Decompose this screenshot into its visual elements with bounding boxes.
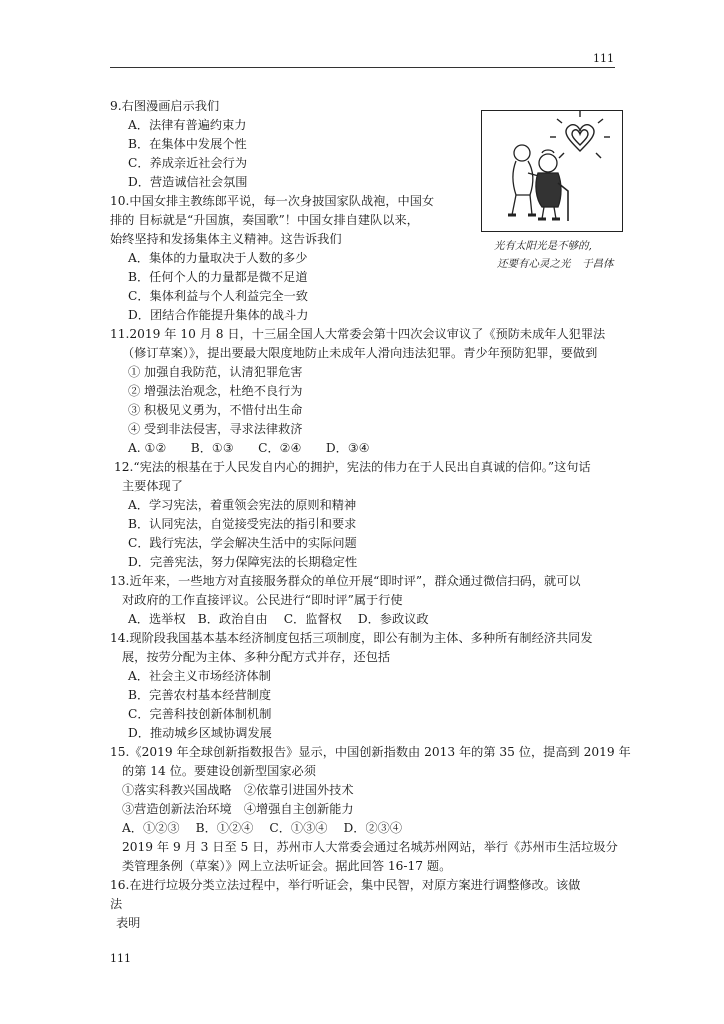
q11-item-3: ③ 积极见义勇为，不惜付出生命 — [128, 403, 303, 417]
q13-stem-line-1: 13.近年来，一些地方对直接服务群众的单位开展“即时评”，群众通过微信扫码，就可以 — [110, 574, 581, 588]
cartoon-illustration — [481, 110, 623, 232]
q16-stem-line-3: 表明 — [116, 916, 141, 930]
q14-stem-line-1: 14.现阶段我国基本基本经济制度包括三项制度，即公有制为主体、多种所有制经济共同发 — [110, 631, 593, 645]
q10-stem-line-3: 始终坚持和发扬集体主义精神。这告诉我们 — [110, 232, 342, 246]
footer-page-number: 111 — [110, 952, 131, 965]
q11-item-1: ① 加强自我防范，认清犯罪危害 — [128, 365, 303, 379]
elderly-person-figure — [536, 150, 568, 221]
q15-choices: A．①②③ B．①②④ C．①③④ D．②③④ — [122, 821, 403, 835]
q10-option-a: A．集体的力量取决于人数的多少 — [128, 251, 308, 265]
q10-stem-line-2: 排的 目标就是“升国旗，奏国歌”！中国女排自建队以来， — [110, 213, 419, 227]
header-page-number: 111 — [593, 52, 614, 65]
q10-option-d: D．团结合作能提升集体的战斗力 — [128, 308, 309, 322]
q15-stem-line-1: 15.《2019 年全球创新指数报告》显示，中国创新指数由 2013 年的第 35 位，提高到 2019 年 — [110, 745, 631, 759]
cartoon-drawing — [482, 111, 622, 231]
material-line-1: 2019 年 9 月 3 日至 5 日，苏州市人大常委会通过名城苏州网站，举行《苏州市生活垃圾分 — [122, 840, 618, 854]
q10-stem-line-1: 10.中国女排主教练郎平说，每一次身披国家队战袍，中国女 — [110, 194, 435, 208]
cartoon-caption-author: 于昌体 — [582, 258, 614, 270]
cartoon-caption-line-1: 光有太阳光是不够的, — [494, 240, 592, 252]
q10-option-b: B．任何个人的力量都是微不足道 — [128, 270, 308, 284]
q12-stem-line-2: 主要体现了 — [122, 479, 183, 493]
q12-option-b: B．认同宪法，自觉接受宪法的指引和要求 — [128, 517, 357, 531]
header-rule — [110, 67, 615, 68]
q10-option-c: C．集体利益与个人利益完全一致 — [128, 289, 308, 303]
heart-icon — [550, 111, 610, 158]
q9-option-a: A．法律有普遍约束力 — [128, 118, 247, 132]
q15-item-line-1: ①落实科教兴国战略 ②依靠引进国外技术 — [122, 783, 354, 797]
q14-option-a: A．社会主义市场经济体制 — [128, 669, 271, 683]
q16-stem-line-2: 法 — [110, 897, 123, 911]
q14-option-d: D．推动城乡区域协调发展 — [128, 726, 272, 740]
q12-option-d: D．完善宪法，努力保障宪法的长期稳定性 — [128, 555, 358, 569]
q16-stem-line-1: 16.在进行垃圾分类立法过程中，举行听证会，集中民智，对原方案进行调整修改。该做 — [110, 878, 581, 892]
q12-stem-line-1: 12.“宪法的根基在于人民发自内心的拥护，宪法的伟力在于人民出自真诚的信仰。”这句话 — [114, 460, 591, 474]
q9-stem: 9.右图漫画启示我们 — [110, 99, 220, 113]
q11-stem-line-1: 11.2019 年 10 月 8 日，十三届全国人大常委会第十四次会议审议了《预防未成年人犯罪法 — [110, 327, 606, 341]
q11-stem-line-2: （修订草案）》，提出要最大限度地防止未成年人滑向违法犯罪。青少年预防犯罪，要做到 — [122, 346, 598, 360]
q12-option-c: C．践行宪法，学会解决生活中的实际问题 — [128, 536, 357, 550]
q14-option-c: C．完善科技创新体制机制 — [128, 707, 272, 721]
q11-item-2: ② 增强法治观念，杜绝不良行为 — [128, 384, 303, 398]
q15-stem-line-2: 的第 14 位。要建设创新型国家必须 — [122, 764, 316, 778]
q9-option-c: C．养成亲近社会行为 — [128, 156, 248, 170]
q9-option-b: B．在集体中发展个性 — [128, 137, 247, 151]
material-line-2: 类管理条例（草案）》网上立法听证会。据此回答 16-17 题。 — [122, 859, 452, 873]
q14-stem-line-2: 展，按劳分配为主体、多种分配方式并存，还包括 — [122, 650, 391, 664]
q13-choices: A．选举权 B．政治自由 C．监督权 D．参政议政 — [128, 612, 429, 626]
cartoon-caption-line-2: 还要有心灵之光 — [497, 258, 571, 270]
q13-stem-line-2: 对政府的工作直接评议。公民进行“即时评”属于行使 — [122, 593, 403, 607]
q9-option-d: D．营造诚信社会氛围 — [128, 175, 248, 189]
q12-option-a: A．学习宪法，着重领会宪法的原则和精神 — [128, 498, 357, 512]
q15-item-line-2: ③营造创新法治环境 ④增强自主创新能力 — [122, 802, 354, 816]
q11-item-4: ④ 受到非法侵害，寻求法律救济 — [128, 422, 303, 436]
q11-choices: A. ①② B．①③ C．②④ D．③④ — [128, 441, 370, 455]
q14-option-b: B．完善农村基本经营制度 — [128, 688, 272, 702]
